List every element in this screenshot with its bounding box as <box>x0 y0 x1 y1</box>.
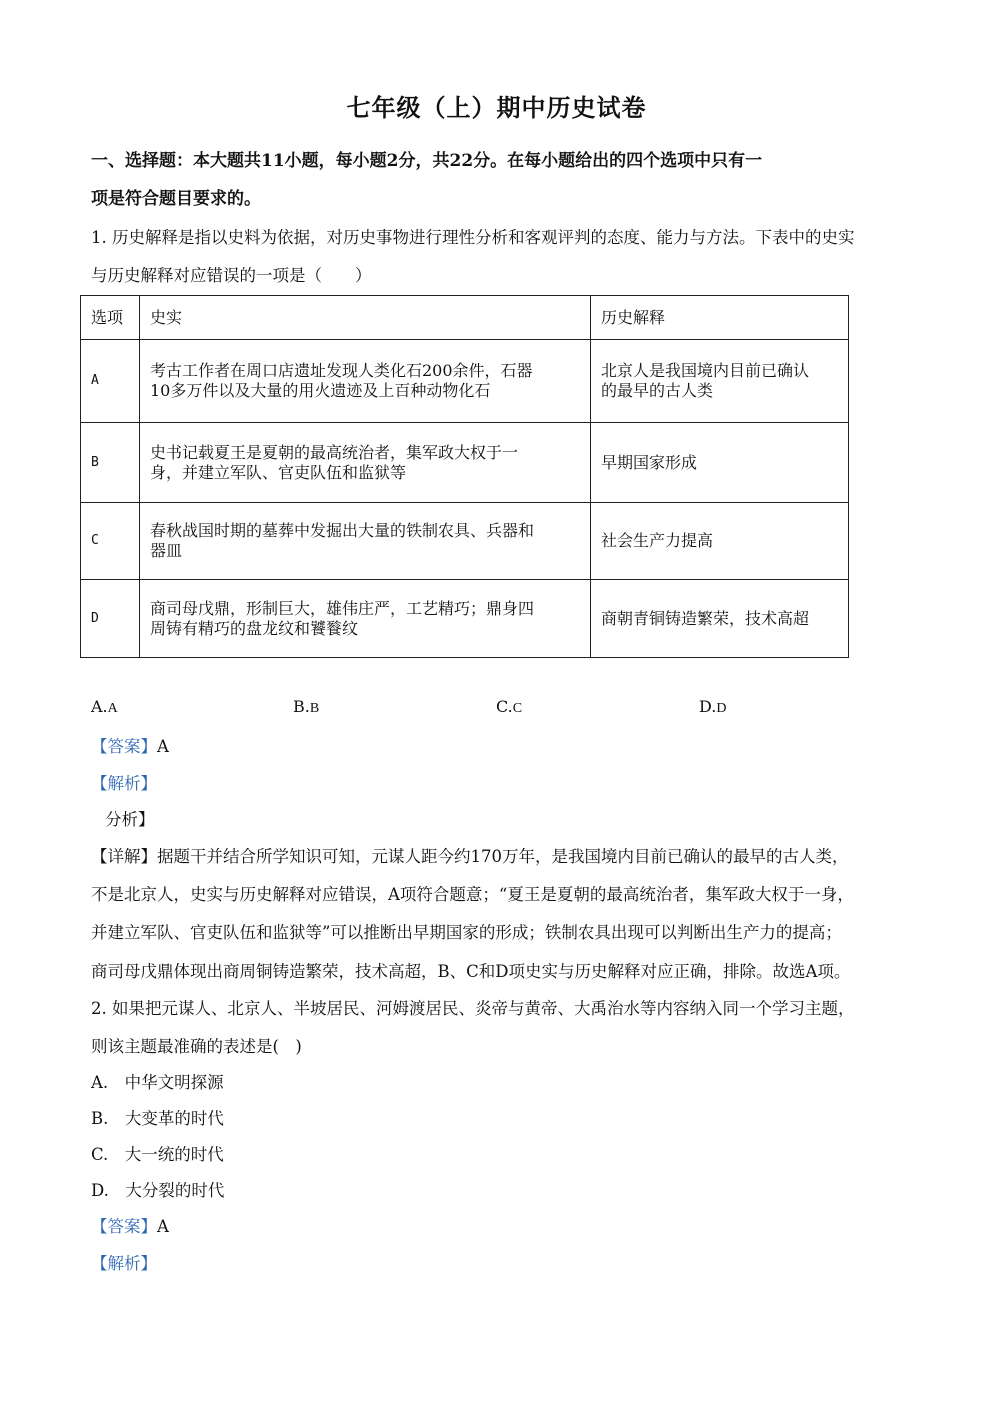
answer-tag: 【答案】 <box>91 737 157 756</box>
answer-value: A <box>157 1217 169 1236</box>
q2-stem-line2: 则该主题最准确的表述是( ) <box>91 1037 302 1056</box>
section-heading-line1: 一、选择题：本大题共11小题，每小题2分，共22分。在每小题给出的四个选项中只有一 <box>91 151 763 171</box>
choice-d[interactable]: D.D <box>699 697 727 716</box>
section-heading-line2: 项是符合题目要求的。 <box>91 189 261 209</box>
row-explanation: 社会生产力提高 <box>591 503 849 580</box>
row-fact: 考古工作者在周口店遗址发现人类化石200余件，石器 10多万件以及大量的用火遗迹及上百种动物化石 <box>140 340 591 423</box>
q1-analysis-sub: 分析】 <box>105 810 155 829</box>
row-option: C <box>81 503 140 580</box>
q1-detail-line3: 并建立军队、官吏队伍和监狱等”可以推断出早期国家的形成；铁制农具出现可以判断出生产力的提高； <box>91 923 842 942</box>
q1-answer <box>91 733 169 757</box>
row-explanation: 早期国家形成 <box>591 423 849 503</box>
q2-option-d[interactable]: D. 大分裂的时代 <box>91 1181 225 1200</box>
table-row <box>81 340 849 423</box>
choice-b[interactable]: B.B <box>293 697 320 716</box>
q2-option-b[interactable]: B. 大变革的时代 <box>91 1109 224 1128</box>
page-title: 七年级（上）期中历史试卷 <box>346 93 647 122</box>
detail-tag: 【详解】 <box>91 847 157 866</box>
choice-a[interactable]: A.A <box>91 697 118 716</box>
table-row <box>81 423 849 503</box>
row-explanation: 北京人是我国境内目前已确认 的最早的古人类 <box>591 340 849 423</box>
table-row <box>81 580 849 658</box>
q1-detail-line4: 商司母戊鼎体现出商周铜铸造繁荣，技术高超，B、C和D项史实与历史解释对应正确，排除。故选A项。 <box>91 962 851 981</box>
q1-analysis-tag: 【解析】 <box>91 774 157 793</box>
q1-table <box>80 295 849 658</box>
q2-option-a[interactable]: A. 中华文明探源 <box>91 1073 224 1092</box>
q2-stem-line1: 2. 如果把元谋人、北京人、半坡居民、河姆渡居民、炎帝与黄帝、大禹治水等内容纳入同一个学习主题， <box>91 999 855 1018</box>
row-fact: 史书记载夏王是夏朝的最高统治者，集军政大权于一 身，并建立军队、官吏队伍和监狱等 <box>140 423 591 503</box>
answer-value: A <box>157 737 169 756</box>
q2-analysis-tag: 【解析】 <box>91 1254 157 1273</box>
answer-tag: 【答案】 <box>91 1217 157 1236</box>
header-fact: 史实 <box>140 296 591 340</box>
header-option: 选项 <box>81 296 140 340</box>
table-header-row <box>81 296 849 340</box>
row-option: A <box>81 340 140 423</box>
q1-stem-line2: 与历史解释对应错误的一项是（ ） <box>91 266 372 285</box>
q1-stem-line1: 1. 历史解释是指以史料为依据，对历史事物进行理性分析和客观评判的态度、能力与方法。下表中的史实 <box>91 228 855 247</box>
row-option: B <box>81 423 140 503</box>
row-fact: 春秋战国时期的墓葬中发掘出大量的铁制农具、兵器和 器皿 <box>140 503 591 580</box>
row-explanation: 商朝青铜铸造繁荣，技术高超 <box>591 580 849 658</box>
q1-detail-line1: 【详解】据题干并结合所学知识可知，元谋人距今约170万年，是我国境内目前已确认的最早的古人类， <box>91 847 849 866</box>
header-explanation: 历史解释 <box>591 296 849 340</box>
q2-answer <box>91 1213 169 1237</box>
choice-c[interactable]: C.C <box>496 697 523 716</box>
row-option: D <box>81 580 140 658</box>
q1-detail-line2: 不是北京人，史实与历史解释对应错误，A项符合题意；“夏王是夏朝的最高统治者，集军政大权于一身， <box>91 885 854 904</box>
q2-option-c[interactable]: C. 大一统的时代 <box>91 1145 224 1164</box>
table-row <box>81 503 849 580</box>
row-fact: 商司母戊鼎，形制巨大，雄伟庄严，工艺精巧；鼎身四 周铸有精巧的盘龙纹和饕餮纹 <box>140 580 591 658</box>
